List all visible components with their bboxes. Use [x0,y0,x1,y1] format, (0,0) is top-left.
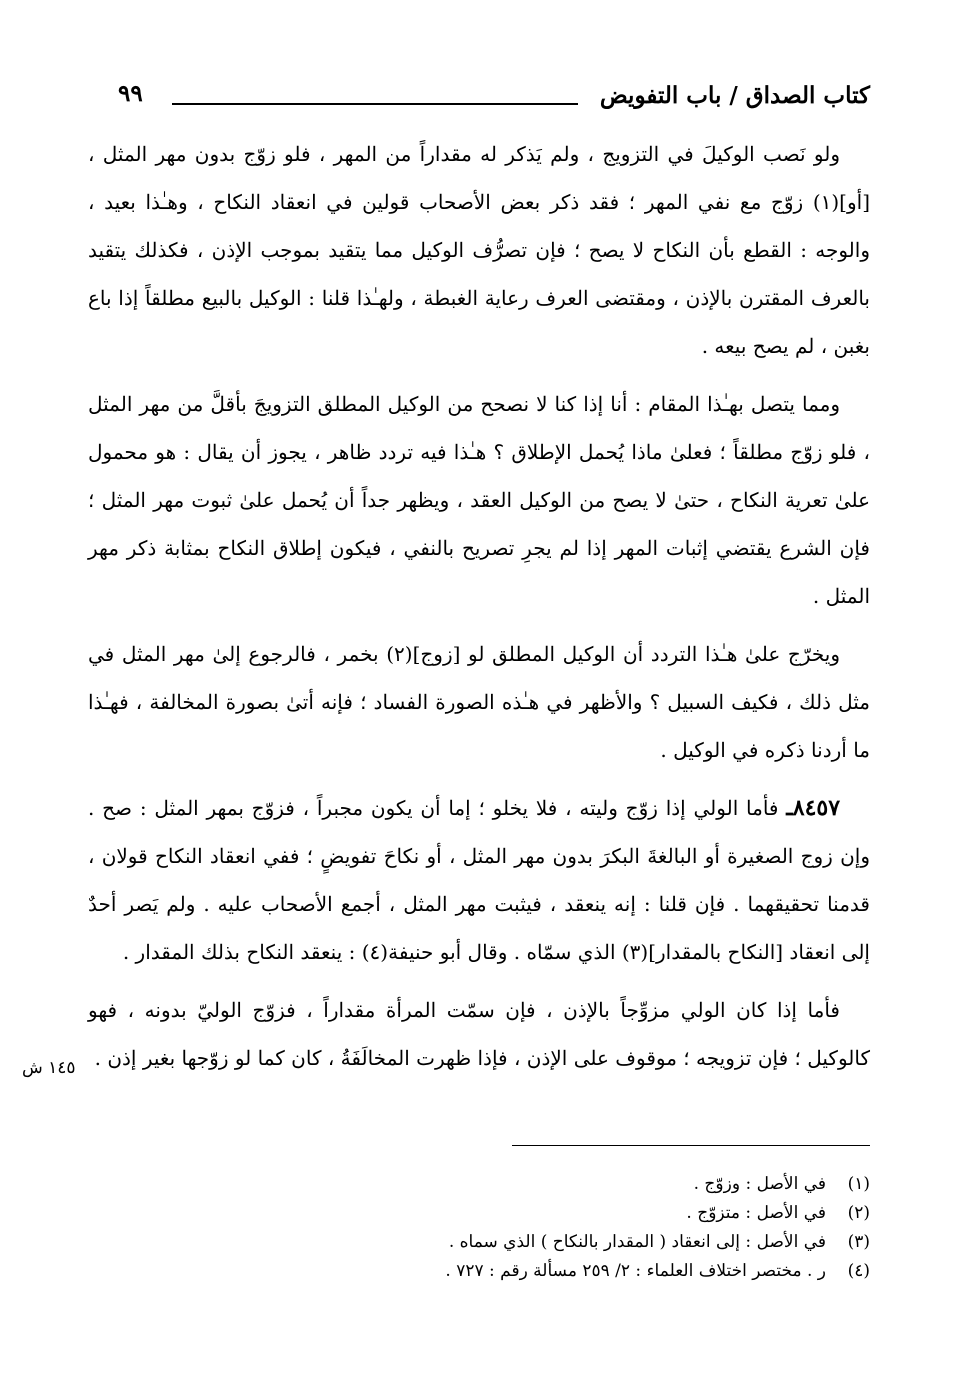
footnote-text: في الأصل : متزوّج . [686,1203,826,1223]
footnote [300,1257,870,1286]
paragraph-3: ويخرّج علىٰ هـٰذا التردد أن الوكيل المطلق لو [زوج](٢) بخمر ، فالرجوع إلىٰ مهر المثل في مثل ذلك ، فكيف السبيل ؟ والأظهر في هـٰذه الصورة الفساد ؛ فإنه أتىٰ بصورة المخالفة ، فهـٰذا ما أردنا ذكره في الوكيل . [88,642,870,762]
issue-number: ٨٤٥٧ـ [786,795,841,821]
issue-paragraph [88,784,870,976]
chapter-title: كتاب الصداق / باب التفويض [599,82,870,109]
paragraph-1: ولو نَصب الوكيلَ في التزويج ، ولم يَذكر له مقداراً من المهر ، فلو زوّج بدون مهر المثل ، [أو](١) زوّج مع نفي المهر ؛ فقد ذكر بعض الأصحاب قولين في انعقاد النكاح ، وهـٰذا بعيد ، والوجه : القطع بأن النكاح لا يصح ؛ فإن تصرُّف الوكيل مما يتقيد بموجب الإذن ، فكذلك يتقيد بالعرف المقترن بالإذن ، ومقتضى العرف رعاية الغبطة ، ولهـٰذا قلنا : الوكيل بالبيع مطلقاً إذا باع بغبن ، لم يصح بيعه . [88,142,870,358]
footnote-number: (٢) [847,1203,870,1223]
page-number: ٩٩ [118,80,143,107]
footnote [300,1170,870,1199]
header-rule [172,103,578,105]
footnote-text: في الأصل : إلى انعقاد ( المقدار بالنكاح ) الذي سماه . [448,1232,826,1252]
footnote-text: في الأصل : وزوّج . [693,1174,826,1194]
issue-text: فأما الولي إذا زوّج وليته ، فلا يخلو ؛ إما أن يكون مجبراً ، فزوّج بمهر المثل : صح . وإن زوج الصغيرة أو البالغةَ البكرَ بدون مهر المثل ، أو نكاحَ تفويضٍ ؛ ففي انعقاد النكاح قولان ، قدمنا تحقيقهما . فإن قلنا : إنه ينعقد ، فيثبت مهر المثل ، أجمع الأصحاب عليه . ولم يَصر أحدٌ إلى انعقاد [النكاح بالمقدار](٣) الذي سمّاه . وقال أبو حنيفة(٤) : ينعقد النكاح بذلك المقدار . [88,796,870,964]
margin-reference: ١٤٥ ش [22,1058,76,1078]
paragraph-2: ومما يتصل بهـٰذا المقام : أنا إذا كنا لا نصحح من الوكيل المطلق التزويجَ بأقلَّ من مهر المثل ، فلو زوّج مطلقاً ؛ فعلىٰ ماذا يُحمل الإطلاق ؟ هـٰذا فيه تردد ظاهر ، يجوز أن يقال : هو محمول علىٰ تعرية النكاح ، حتىٰ لا يصح من الوكيل العقد ، ويظهر جداً أن يُحمل علىٰ ثبوت مهر المثل ؛ فإن الشرع يقتضي إثبات المهر إذا لم يجرِ تصريح بالنفي ، فيكون إطلاق النكاح بمثابة ذكر مهر المثل . [88,392,870,608]
footnotes [300,1170,870,1286]
footnote-number: (٤) [847,1261,870,1281]
main-text [88,130,870,1092]
footnote [300,1228,870,1257]
footnote-number: (١) [847,1174,870,1194]
paragraph-5: فأما إذا كان الولي مزوِّجاً بالإذن ، فإن سمّت المرأة مقداراً ، فزوّج الوليّ بدونه ، فهو كالوكيل ؛ فإن تزويجه ؛ موقوف على الإذن ، فإذا ظهرت المخالَفَةُ ، كان كما لو زوّجها بغير إذن . [88,998,870,1070]
running-head [118,82,870,116]
footnote-separator [512,1145,870,1146]
footnote [300,1199,870,1228]
footnote-number: (٣) [847,1232,870,1252]
footnote-text: ر . مختصر اختلاف العلماء : ٢/ ٢٥٩ مسألة رقم : ٧٢٧ . [445,1261,826,1281]
